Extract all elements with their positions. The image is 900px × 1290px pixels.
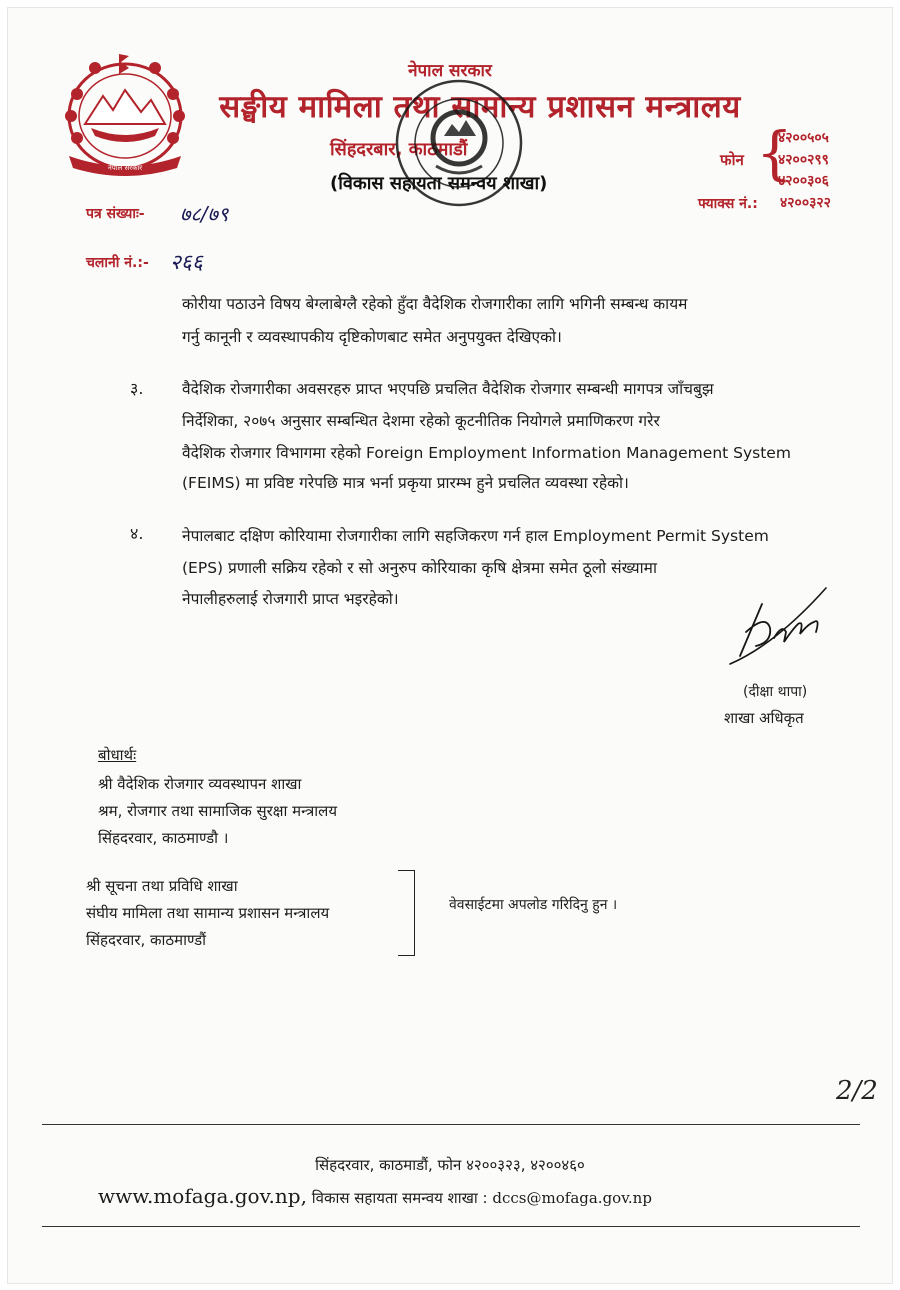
letter-number-label: पत्र संख्याः-: [86, 206, 145, 222]
footer-contact: [98, 1184, 652, 1208]
signatory-title: शाखा अधिकृत: [724, 709, 804, 727]
official-stamp-icon: [392, 76, 527, 211]
cc-note: वेवसाईटमा अपलोड गरिदिनु हुन ।: [449, 897, 618, 913]
footer-address: सिंहदरवार, काठमाडौं, फोन ४२००३२३, ४२००४६०: [315, 1156, 585, 1174]
branch-name: (विकास सहायता समन्वय शाखा): [330, 173, 548, 194]
cc-bracket: [398, 870, 415, 956]
government-name: नेपाल सरकार: [408, 61, 492, 81]
footer-website-link[interactable]: www.mofaga.gov.np,: [98, 1184, 307, 1208]
signature: [726, 584, 831, 670]
fax-label: फ्याक्स नं.:: [698, 196, 758, 212]
body-line: निर्देशिका, २०७५ अनुसार सम्बन्धित देशमा रहेको कूटनीतिक नियोगले प्रमाणिकरण गरेर: [182, 412, 660, 430]
phone-number: ४२००५०५: [778, 130, 829, 146]
body-line: कोरीया पठाउने विषय बेग्लाबेग्लै रहेको हुँदा वैदेशिक रोजगारीका लागि भगिनी सम्बन्ध कायम: [182, 295, 688, 313]
body-line: गर्नु कानूनी र व्यवस्थापकीय दृष्टिकोणबाट समेत अनुपयुक्त देखिएको।: [182, 328, 562, 346]
body-line: (FEIMS) मा प्रविष्ट गरेपछि मात्र भर्ना प्रकृया प्रारम्भ हुने प्रचलित व्यवस्था रहेको।: [182, 474, 629, 492]
page-number: 2/2: [836, 1076, 878, 1106]
paragraph-number: ३.: [130, 379, 144, 398]
ministry-address: सिंहदरबार, काठमाडौं: [330, 139, 468, 160]
phone-number: ४२००२९९: [778, 152, 829, 168]
cc-recipient-line: श्री वैदेशिक रोजगार व्यवस्थापन शाखा: [98, 775, 302, 793]
body-line: नेपालबाट दक्षिण कोरियामा रोजगारीका लागि सहजिकरण गर्न हाल Employment Permit System: [182, 527, 769, 545]
cc-heading: बोधार्थः: [98, 746, 137, 764]
footer-rule-top: [42, 1124, 860, 1125]
cc-recipient-line: सिंहदरवार, काठमाण्डौं: [86, 931, 206, 949]
body-line: वैदेशिक रोजगार विभागमा रहेको Foreign Employment Information Management System: [182, 444, 791, 462]
cc-recipient-line: श्री सूचना तथा प्रविधि शाखा: [86, 877, 238, 895]
cc-recipient-line: संघीय मामिला तथा सामान्य प्रशासन मन्त्रालय: [86, 904, 330, 922]
emblem-caption: नेपाल सरकार: [107, 164, 143, 172]
cc-recipient-line: श्रम, रोजगार तथा सामाजिक सुरक्षा मन्त्रालय: [98, 802, 338, 820]
body-line: (EPS) प्रणाली सक्रिय रहेको र सो अनुरुप कोरियाका कृषि क्षेत्रमा समेत ठूलो संख्यामा: [182, 559, 657, 577]
dispatch-number-label: चलानी नं.:-: [86, 255, 149, 271]
paragraph-number: ४.: [130, 524, 144, 543]
cc-recipient-line: सिंहदरवार, काठमाण्डौ ।: [98, 829, 229, 847]
footer-email-link[interactable]: dccs@mofaga.gov.np: [492, 1189, 652, 1207]
phone-brace: {: [756, 119, 793, 187]
letter-number: ७८/७९: [180, 202, 229, 226]
ministry-name: सङ्घीय मामिला तथा सामान्य प्रशासन मन्त्रालय: [219, 89, 741, 125]
fax-number: ४२००३२२: [780, 195, 831, 211]
footer-branch-label: विकास सहायता समन्वय शाखा :: [311, 1189, 488, 1207]
body-line: नेपालीहरुलाई रोजगारी प्राप्त भइरहेको।: [182, 590, 399, 608]
signatory-name: (दीक्षा थापा): [743, 684, 808, 700]
phone-number: ४२००३०६: [778, 173, 829, 189]
dispatch-number: २६६: [170, 250, 203, 274]
body-line: वैदेशिक रोजगारीका अवसरहरु प्राप्त भएपछि प्रचलित वैदेशिक रोजगार सम्बन्धी मागपत्र जाँचबुझ: [182, 380, 714, 398]
phone-label: फोन: [720, 151, 744, 169]
footer-rule-bottom: [42, 1226, 860, 1227]
